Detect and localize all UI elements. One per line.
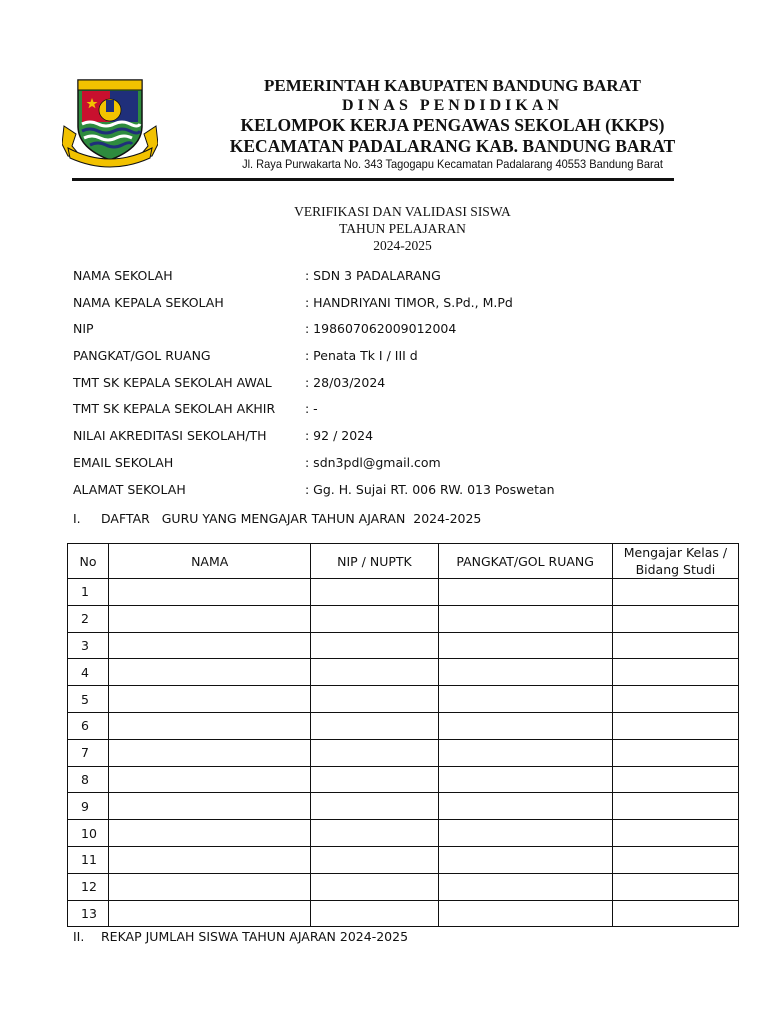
cell-nip[interactable] (311, 632, 438, 659)
row-number: 11 (68, 846, 109, 873)
row-number: 8 (68, 766, 109, 793)
cell-name[interactable] (109, 739, 311, 766)
table-row (68, 793, 739, 820)
letterhead-address: Jl. Raya Purwakarta No. 343 Tagogapu Kecamatan Padalarang 40553 Bandung Barat (242, 157, 663, 171)
table-row (68, 712, 739, 739)
table-row (68, 739, 739, 766)
table-row (68, 846, 739, 873)
info-label: NILAI AKREDITASI SEKOLAH/TH (73, 428, 267, 444)
row-number: 3 (68, 632, 109, 659)
cell-subject[interactable] (612, 579, 738, 606)
cell-rank[interactable] (438, 605, 612, 632)
cell-subject[interactable] (612, 900, 738, 927)
document-title (250, 203, 555, 254)
cell-rank[interactable] (438, 766, 612, 793)
row-number: 12 (68, 873, 109, 900)
info-value: : 92 / 2024 (305, 428, 374, 444)
column-header-nip: NIP / NUPTK (311, 544, 438, 579)
cell-name[interactable] (109, 846, 311, 873)
row-number: 7 (68, 739, 109, 766)
info-row (73, 482, 673, 509)
info-row (73, 295, 673, 322)
info-label: PANGKAT/GOL RUANG (73, 348, 211, 364)
info-row (73, 321, 673, 348)
cell-nip[interactable] (311, 900, 438, 927)
letterhead-line-district: KECAMATAN PADALARANG KAB. BANDUNG BARAT (229, 136, 676, 156)
info-value: : sdn3pdl@gmail.com (305, 454, 441, 470)
info-value: : HANDRIYANI TIMOR, S.Pd., M.Pd (305, 294, 513, 310)
cell-nip[interactable] (311, 820, 438, 847)
row-number: 1 (68, 579, 109, 606)
cell-subject[interactable] (612, 659, 738, 686)
cell-rank[interactable] (438, 873, 612, 900)
table-row (68, 605, 739, 632)
row-number: 13 (68, 900, 109, 927)
cell-rank[interactable] (438, 900, 612, 927)
cell-nip[interactable] (311, 712, 438, 739)
cell-rank[interactable] (438, 793, 612, 820)
row-number: 6 (68, 712, 109, 739)
info-label: NIP (73, 321, 94, 337)
cell-subject[interactable] (612, 686, 738, 713)
info-label: TMT SK KEPALA SEKOLAH AWAL (73, 374, 272, 390)
info-row (73, 268, 673, 295)
letterhead-line-government: PEMERINTAH KABUPATEN BANDUNG BARAT (263, 76, 641, 95)
info-row (73, 455, 673, 482)
table-row (68, 766, 739, 793)
cell-name[interactable] (109, 686, 311, 713)
cell-subject[interactable] (612, 632, 738, 659)
info-value: : Gg. H. Sujai RT. 006 RW. 013 Poswetan (305, 481, 555, 497)
section-title: DAFTAR GURU YANG MENGAJAR TAHUN AJARAN 2024-2025 (101, 511, 482, 526)
info-label: TMT SK KEPALA SEKOLAH AKHIR (73, 401, 276, 417)
info-label: NAMA SEKOLAH (73, 268, 173, 283)
title-line-3: 2024-2025 (373, 238, 432, 253)
table-row (68, 820, 739, 847)
cell-rank[interactable] (438, 659, 612, 686)
section-title: REKAP JUMLAH SISWA TAHUN AJARAN 2024-2025 (101, 929, 409, 944)
cell-name[interactable] (109, 766, 311, 793)
teacher-table (67, 543, 739, 927)
table-row (68, 873, 739, 900)
section-number: I. (73, 511, 81, 526)
cell-subject[interactable] (612, 739, 738, 766)
cell-nip[interactable] (311, 766, 438, 793)
cell-subject[interactable] (612, 820, 738, 847)
cell-rank[interactable] (438, 820, 612, 847)
table-header-row (68, 544, 739, 579)
row-number: 10 (68, 820, 109, 847)
row-number: 2 (68, 605, 109, 632)
title-line-1: VERIFIKASI DAN VALIDASI SISWA (294, 204, 511, 219)
section-heading-student-recap (73, 929, 408, 944)
cell-subject[interactable] (612, 712, 738, 739)
info-label: NAMA KEPALA SEKOLAH (73, 294, 224, 310)
column-header-name: NAMA (109, 544, 311, 579)
info-row (73, 428, 673, 455)
row-number: 5 (68, 686, 109, 713)
cell-subject[interactable] (612, 605, 738, 632)
cell-nip[interactable] (311, 659, 438, 686)
letterhead (165, 76, 740, 172)
row-number: 4 (68, 659, 109, 686)
cell-name[interactable] (109, 632, 311, 659)
section-number: II. (73, 929, 85, 944)
info-value: : 28/03/2024 (305, 374, 386, 390)
cell-nip[interactable] (311, 579, 438, 606)
cell-subject[interactable] (612, 793, 738, 820)
title-line-2: TAHUN PELAJARAN (339, 221, 466, 236)
cell-rank[interactable] (438, 686, 612, 713)
letterhead-line-agency: DINAS PENDIDIKAN (342, 97, 563, 114)
cell-name[interactable] (109, 793, 311, 820)
info-value: : Penata Tk I / III d (305, 348, 418, 364)
cell-rank[interactable] (438, 846, 612, 873)
info-value: : 198607062009012004 (305, 321, 457, 337)
info-value: : - (305, 401, 318, 417)
cell-nip[interactable] (311, 739, 438, 766)
cell-name[interactable] (109, 820, 311, 847)
table-row (68, 632, 739, 659)
letterhead-line-group: KELOMPOK KERJA PENGAWAS SEKOLAH (KKPS) (240, 115, 665, 135)
school-info (73, 268, 673, 508)
info-row (73, 401, 673, 428)
cell-subject[interactable] (612, 766, 738, 793)
table-row (68, 579, 739, 606)
column-header-subject: Mengajar Kelas / Bidang Studi (612, 544, 738, 579)
info-label: ALAMAT SEKOLAH (73, 481, 186, 497)
table-row (68, 900, 739, 927)
cell-name[interactable] (109, 579, 311, 606)
cell-subject[interactable] (612, 873, 738, 900)
cell-nip[interactable] (311, 846, 438, 873)
cell-name[interactable] (109, 873, 311, 900)
info-label: EMAIL SEKOLAH (73, 454, 174, 470)
cell-name[interactable] (109, 900, 311, 927)
district-logo (62, 74, 158, 170)
info-row (73, 348, 673, 375)
cell-subject[interactable] (612, 846, 738, 873)
cell-nip[interactable] (311, 873, 438, 900)
cell-name[interactable] (109, 712, 311, 739)
cell-rank[interactable] (438, 712, 612, 739)
column-header-no: No (68, 544, 109, 579)
column-header-rank: PANGKAT/GOL RUANG (438, 544, 612, 579)
letterhead-divider (72, 178, 674, 181)
cell-rank[interactable] (438, 632, 612, 659)
cell-rank[interactable] (438, 739, 612, 766)
cell-name[interactable] (109, 605, 311, 632)
cell-nip[interactable] (311, 605, 438, 632)
row-number: 9 (68, 793, 109, 820)
section-heading-teachers (73, 511, 481, 526)
info-value: : SDN 3 PADALARANG (305, 268, 441, 283)
cell-nip[interactable] (311, 686, 438, 713)
table-row (68, 686, 739, 713)
table-row (68, 659, 739, 686)
cell-nip[interactable] (311, 793, 438, 820)
info-row (73, 375, 673, 402)
cell-rank[interactable] (438, 579, 612, 606)
cell-name[interactable] (109, 659, 311, 686)
